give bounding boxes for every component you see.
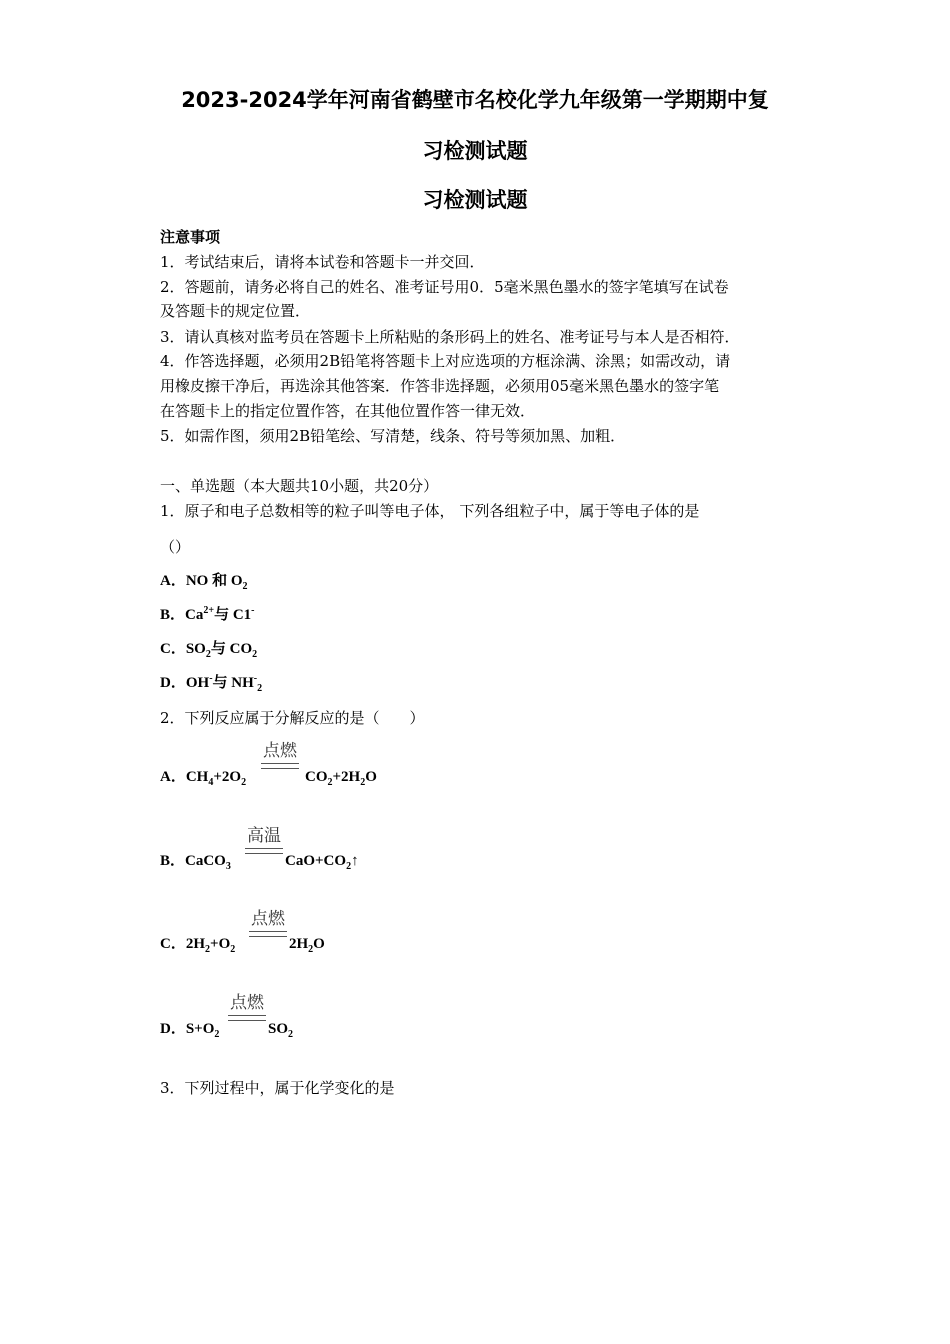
- page-title-line-2: 习检测试题: [422, 139, 528, 163]
- notice-item: 4．作答选择题，必须用2B铅笔将答题卡上对应选项的方框涂满、涂黑；如需改动，请: [160, 352, 731, 370]
- reaction-condition-label: 点燃: [230, 993, 264, 1013]
- reaction-equals-sign: [261, 763, 299, 769]
- question-1-option-d: D．OH-与 $NH^-_2$: [160, 673, 263, 694]
- page-title-line-1: 2023-2024学年河南省鹤壁市名校化学九年级第一学期期中复: [181, 88, 769, 112]
- question-2-option-b-reactants: B．CaCO$_3$: [160, 853, 231, 872]
- question-2-option-c-reactants: C．$2H_2+O_2$: [160, 936, 236, 955]
- question-2-option-a-products: $CO_2+2H_2O$: [305, 769, 377, 788]
- notice-item: 3．请认真核对监考员在答题卡上所粘贴的条形码上的姓名、准考证号与本人是否相符．: [160, 328, 740, 346]
- question-2-option-b-products: $CaO+CO_2↑$: [285, 853, 359, 872]
- question-1-option-c: C．$SO_2$与 $CO_2$: [160, 641, 258, 660]
- reaction-equals-sign: [249, 931, 287, 937]
- question-2-option-c-products: $2H_2O$: [289, 936, 325, 955]
- notice-item: 用橡皮擦干净后，再选涂其他答案．作答非选择题，必须用05毫米黑色墨水的签字笔: [160, 377, 720, 395]
- question-2-option-d-products: $SO_2$: [268, 1021, 294, 1040]
- section-heading: 一、单选题（本大题共10小题，共20分）: [160, 477, 439, 495]
- notice-item: 2．答题前，请务必将自己的姓名、准考证号用0．5毫米黑色墨水的签字笔填写在试卷: [160, 278, 729, 296]
- question-2-option-a-reactants: A．$CH_4+2O_2$: [160, 769, 247, 788]
- question-2-stem: 2．下列反应属于分解反应的是（ ）: [160, 709, 425, 727]
- question-1-option-b: B．$Ca^{2+}$与 C1-: [160, 605, 255, 623]
- reaction-condition-label: 点燃: [263, 741, 297, 761]
- reaction-equals-sign: [228, 1015, 266, 1021]
- notice-item: 及答题卡的规定位置．: [160, 302, 311, 320]
- reaction-condition-label: 点燃: [251, 909, 285, 929]
- notice-item: 5．如需作图，须用2B铅笔绘、写清楚，线条、符号等须加黑、加粗．: [160, 427, 626, 445]
- question-1-paren: （）: [160, 538, 191, 556]
- reaction-condition-label: 高温: [247, 826, 281, 846]
- question-1-stem: 1．原子和电子总数相等的粒子叫等电子体， 下列各组粒子中，属于等电子体的是: [160, 502, 700, 520]
- notice-item: 在答题卡上的指定位置作答，在其他位置作答一律无效．: [160, 402, 536, 420]
- question-2-option-d-reactants: D．$S+O_2$: [160, 1021, 220, 1040]
- notice-heading: 注意事项: [160, 228, 221, 246]
- question-1-option-a: A．NO 和 $O_2$: [160, 573, 248, 592]
- page-title-line-3: 习检测试题: [422, 188, 528, 212]
- question-3-stem: 3．下列过程中，属于化学变化的是: [160, 1079, 395, 1097]
- notice-item: 1．考试结束后，请将本试卷和答题卡一并交回．: [160, 253, 485, 271]
- reaction-equals-sign: [245, 848, 283, 854]
